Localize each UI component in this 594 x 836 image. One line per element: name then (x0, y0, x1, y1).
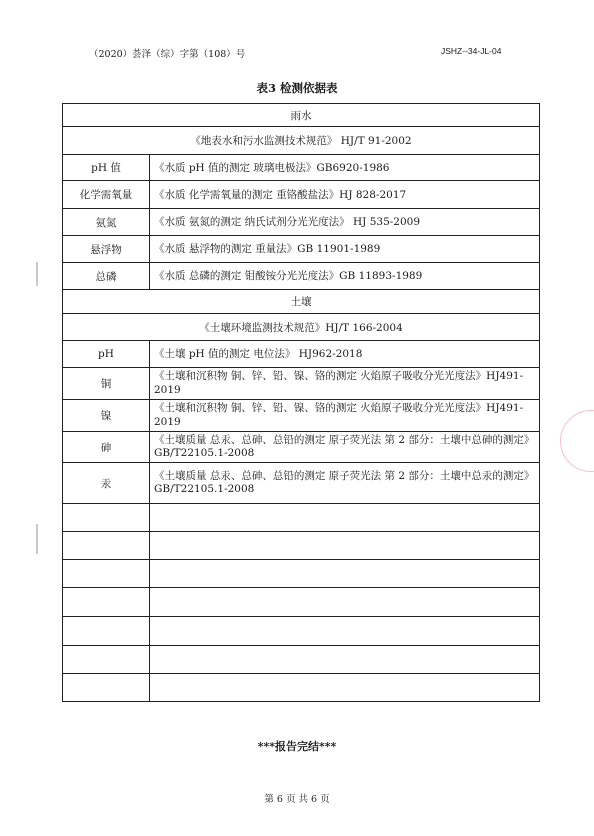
page-number: 第 6 页 共 6 页 (264, 794, 330, 805)
test-item: 悬浮物 (63, 236, 150, 263)
table-row (63, 209, 540, 236)
table-row (63, 432, 540, 463)
empty-row (63, 646, 540, 674)
test-item: 铜 (63, 368, 150, 400)
test-item: 镍 (63, 400, 150, 432)
test-method: 《水质 化学需氧量的测定 重铬酸盐法》HJ 828-2017 (150, 181, 540, 209)
table-row (63, 368, 540, 400)
table-row (63, 181, 540, 209)
form-code: JSHZ--34-JL-04 (441, 46, 502, 56)
table-row (63, 341, 540, 368)
table-row (63, 463, 540, 504)
binding-hole-marks (36, 524, 38, 554)
empty-row (63, 617, 540, 646)
test-method: 《土壤 pH 值的测定 电位法》 HJ962-2018 (150, 341, 540, 368)
table-title: 表3 检测依据表 (256, 81, 338, 95)
test-method: 《土壤和沉积物 铜、锌、铅、镍、铬的测定 火焰原子吸收分光光度法》HJ491-2019 (150, 368, 540, 400)
binding-hole-marks (36, 262, 38, 286)
table-row (63, 155, 540, 181)
report-end-note: ***报告完结*** (257, 740, 337, 753)
test-method: 《土壤和沉积物 铜、锌、铅、镍、铬的测定 火焰原子吸收分光光度法》HJ491-2019 (150, 400, 540, 432)
test-method: 《水质 氨氮的测定 纳氏试剂分光光度法》 HJ 535-2009 (150, 209, 540, 236)
table-row (63, 400, 540, 432)
section-header-soil: 土壤 (63, 290, 540, 314)
test-item: 砷 (63, 432, 150, 463)
test-item: 汞 (63, 463, 150, 504)
test-item: pH (63, 341, 150, 368)
section-header-rainwater: 雨水 (63, 104, 540, 127)
test-item: 总磷 (63, 263, 150, 290)
table-row (63, 263, 540, 290)
test-method: 《土壤质量 总汞、总砷、总铅的测定 原子荧光法 第 2 部分：土壤中总砷的测定》 GB/T22105.1-2008 (150, 432, 540, 463)
test-method: 《土壤质量 总汞、总砷、总铅的测定 原子荧光法 第 2 部分：土壤中总汞的测定》 GB/T22105.1-2008 (150, 463, 540, 504)
empty-row (63, 674, 540, 702)
test-item: pH 值 (63, 155, 150, 181)
empty-row (63, 560, 540, 588)
test-item: 氨氮 (63, 209, 150, 236)
empty-row (63, 532, 540, 560)
test-method: 《水质 pH 值的测定 玻璃电极法》GB6920-1986 (150, 155, 540, 181)
seal-stamp-fragment (560, 410, 594, 472)
report-number: （2020）荟泽（综）字第（108）号 (89, 49, 246, 60)
empty-row (63, 504, 540, 532)
standards-table (62, 103, 540, 702)
table-row (63, 236, 540, 263)
test-method: 《水质 悬浮物的测定 重量法》GB 11901-1989 (150, 236, 540, 263)
test-method: 《水质 总磷的测定 钼酸铵分光光度法》GB 11893-1989 (150, 263, 540, 290)
test-item: 化学需氧量 (63, 181, 150, 209)
section-standard-soil: 《土壤环境监测技术规范》HJ/T 166-2004 (63, 314, 540, 341)
empty-row (63, 588, 540, 617)
section-standard-rainwater: 《地表水和污水监测技术规范》 HJ/T 91-2002 (63, 127, 540, 155)
